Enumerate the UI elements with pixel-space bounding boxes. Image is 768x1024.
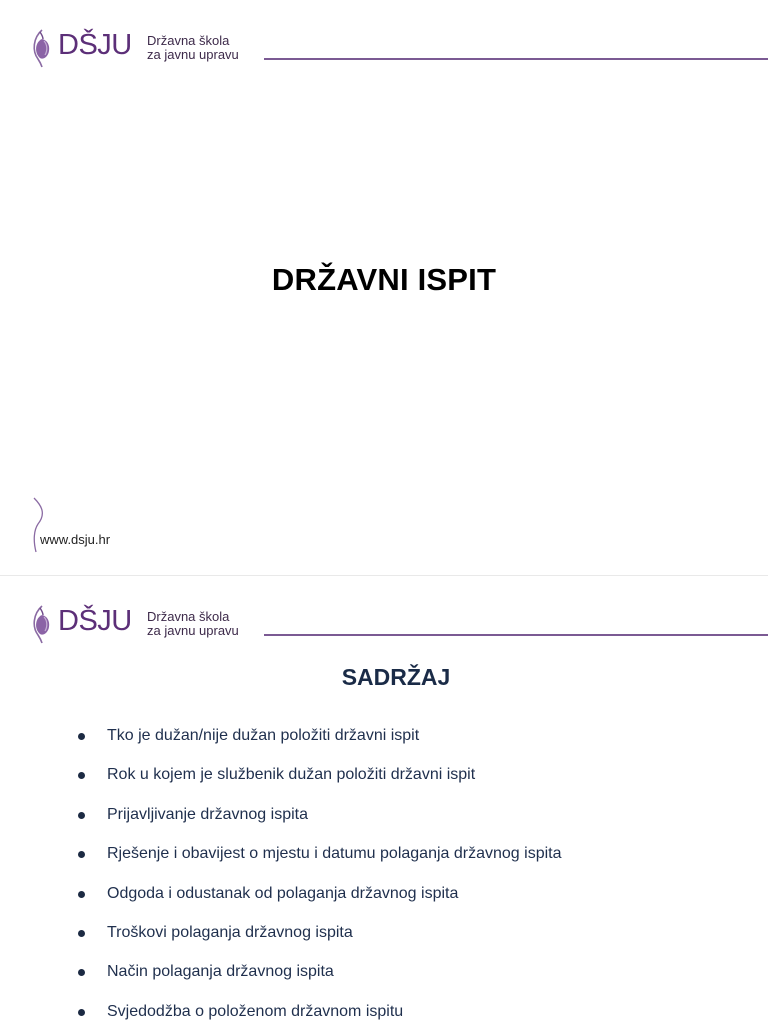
flower-logo-icon — [28, 26, 56, 68]
contents-slide — [0, 576, 768, 1024]
list-item — [78, 840, 561, 879]
list-item-text: Rok u kojem je službenik dužan položiti državni ispit — [107, 766, 476, 784]
brand-logo-text: DŠJU — [58, 605, 132, 637]
bullet-icon — [78, 812, 85, 819]
list-item — [78, 998, 561, 1024]
slide-header — [0, 576, 768, 656]
bullet-icon — [78, 733, 85, 740]
brand-subtitle-line2: za javnu upravu — [147, 47, 239, 62]
list-item — [78, 722, 561, 761]
slide-header — [0, 0, 768, 80]
list-item-text: Rješenje i obavijest o mjestu i datumu polaganja državnog ispita — [107, 845, 562, 863]
list-item-text: Troškovi polaganja državnog ispita — [107, 923, 353, 941]
contents-list — [78, 722, 561, 1024]
contents-heading: SADRŽAJ — [341, 664, 451, 690]
header-divider — [264, 634, 768, 636]
brand-subtitle — [147, 610, 239, 638]
brand-logo-text: DŠJU — [58, 29, 132, 61]
bullet-icon — [78, 969, 85, 976]
brand-subtitle-line1: Državna škola — [147, 609, 230, 624]
bullet-icon — [78, 851, 85, 858]
list-item-text: Način polaganja državnog ispita — [107, 963, 334, 981]
bullet-icon — [78, 1009, 85, 1016]
list-item-text: Svjedodžba o položenom državnom ispitu — [107, 1002, 404, 1020]
brand-subtitle-line1: Državna škola — [147, 33, 230, 48]
list-item — [78, 880, 561, 919]
bullet-icon — [78, 891, 85, 898]
list-item-text: Odgoda i odustanak od polaganja državnog ispita — [107, 884, 459, 902]
list-item-text: Tko je dužan/nije dužan položiti državni ispit — [107, 727, 420, 744]
flower-logo-icon — [28, 602, 56, 644]
list-item — [78, 958, 561, 997]
list-item-text: Prijavljivanje državnog ispita — [107, 805, 308, 823]
brand-subtitle — [147, 34, 239, 62]
header-divider — [264, 58, 768, 60]
bullet-icon — [78, 930, 85, 937]
list-item — [78, 919, 561, 958]
brand-subtitle-line2: za javnu upravu — [147, 623, 239, 638]
slide-title: DRŽAVNI ISPIT — [271, 262, 497, 297]
list-item — [78, 801, 561, 840]
bullet-icon — [78, 772, 85, 779]
footer-website-link[interactable]: www.dsju.hr — [40, 532, 111, 547]
list-item — [78, 761, 561, 800]
